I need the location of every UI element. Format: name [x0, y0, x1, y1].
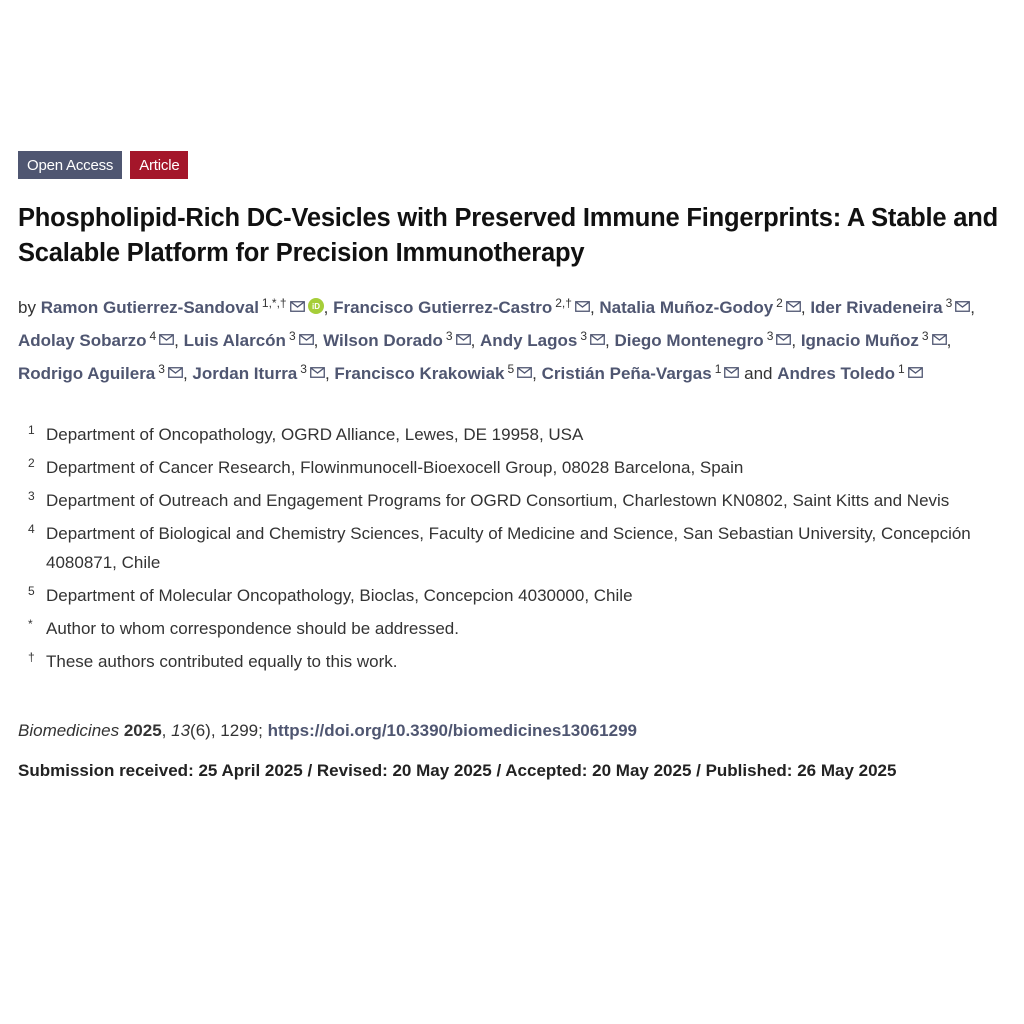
author-name[interactable]: Ignacio Muñoz — [800, 331, 919, 350]
author-separator: , — [174, 331, 184, 350]
author-affiliation-marker: 2 — [776, 296, 783, 310]
author-separator: , — [970, 298, 976, 317]
author-affiliation-marker: 4 — [149, 329, 157, 343]
author-affiliation-marker: 1 — [897, 362, 905, 376]
mail-icon[interactable] — [955, 301, 970, 312]
author-name[interactable]: Francisco Krakowiak — [334, 364, 505, 383]
author-entry — [333, 298, 599, 317]
publication-dates: Submission received: 25 April 2025 / Revised: 20 May 2025 / Accepted: 20 May 2025 / Published: 26 May 2025 — [18, 761, 897, 780]
affiliation-text: Department of Outreach and Engagement Programs for OGRD Consortium, Charlestown KN0802, Saint Kitts and Nevis — [46, 491, 950, 510]
orcid-icon[interactable] — [308, 298, 324, 314]
affiliation-text: Department of Molecular Oncopathology, Bioclas, Concepcion 4030000, Chile — [46, 586, 633, 605]
author-name[interactable]: Cristián Peña-Vargas — [541, 364, 712, 383]
affiliation-item — [28, 453, 1014, 482]
author-entry — [334, 364, 541, 383]
mail-icon[interactable] — [310, 367, 325, 378]
citation-year: 2025 — [123, 721, 162, 740]
doi-link[interactable]: https://doi.org/10.3390/biomedicines13061299 — [267, 721, 637, 740]
mail-icon[interactable] — [590, 334, 605, 345]
article-badges — [18, 151, 1014, 179]
mail-icon[interactable] — [932, 334, 947, 345]
author-name[interactable]: Adolay Sobarzo — [18, 331, 147, 350]
affiliation-text: Department of Biological and Chemistry Sciences, Faculty of Medicine and Science, San Sebastian University, Concepción 4080871, Chile — [46, 524, 971, 572]
affiliation-marker: * — [28, 617, 33, 631]
mail-icon[interactable] — [776, 334, 791, 345]
affiliation-list — [18, 420, 1014, 676]
author-name[interactable]: Diego Montenegro — [614, 331, 764, 350]
author-entry — [18, 364, 192, 383]
author-separator: , — [589, 298, 600, 317]
author-entry — [542, 364, 745, 383]
author-name[interactable]: Natalia Muñoz-Godoy — [599, 298, 774, 317]
author-name[interactable]: Jordan Iturra — [192, 364, 298, 383]
author-entry — [599, 298, 810, 317]
author-name[interactable]: Rodrigo Aguilera — [18, 364, 156, 383]
mail-icon[interactable] — [159, 334, 174, 345]
citation — [18, 718, 1014, 744]
author-separator: , — [791, 331, 801, 350]
citation-comma: , — [161, 721, 172, 740]
article-type-badge[interactable]: Article — [130, 151, 188, 179]
mail-icon[interactable] — [724, 367, 739, 378]
author-separator: , — [605, 331, 615, 350]
mail-icon[interactable] — [168, 367, 183, 378]
affiliation-item — [28, 486, 1014, 515]
affiliation-item — [28, 614, 1014, 643]
journal-name[interactable]: Biomedicines — [18, 721, 120, 740]
author-separator: , — [323, 298, 334, 317]
citation-semicolon: ; — [258, 721, 268, 740]
article-title: Phospholipid-Rich DC-Vesicles with Preserved Immune Fingerprints: A Stable and Scalable Platform for Precision Immunotherapy — [18, 204, 999, 267]
author-separator: , — [800, 298, 811, 317]
affiliation-item — [28, 581, 1014, 610]
author-affiliation-marker: 1 — [714, 362, 722, 376]
open-access-badge[interactable]: Open Access — [18, 151, 122, 179]
author-entry — [41, 298, 333, 317]
citation-comma-2: , — [210, 721, 221, 740]
mail-icon[interactable] — [908, 367, 923, 378]
mail-icon[interactable] — [517, 367, 532, 378]
author-separator: , — [946, 331, 952, 350]
citation-volume: 13 — [171, 721, 191, 740]
author-entry — [184, 331, 323, 350]
author-affiliation-marker: 5 — [507, 362, 515, 376]
author-entry — [744, 364, 923, 383]
author-entry — [323, 331, 480, 350]
affiliation-marker: 4 — [28, 522, 35, 536]
author-name[interactable]: Andy Lagos — [480, 331, 578, 350]
affiliation-text: Department of Cancer Research, Flowinmunocell-Bioexocell Group, 08028 Barcelona, Spain — [46, 458, 744, 477]
author-entry — [480, 331, 614, 350]
affiliation-text: Author to whom correspondence should be addressed. — [46, 619, 459, 638]
author-separator: , — [313, 331, 324, 350]
author-entry — [614, 331, 800, 350]
author-separator: , — [324, 364, 335, 383]
author-name[interactable]: Francisco Gutierrez-Castro — [333, 298, 553, 317]
author-entry — [801, 331, 951, 350]
and-label: and — [744, 364, 773, 383]
affiliation-marker: 2 — [28, 456, 35, 470]
author-name[interactable]: Andres Toledo — [777, 364, 895, 383]
author-affiliation-marker: 3 — [445, 329, 453, 343]
author-affiliation-marker: 3 — [288, 329, 296, 343]
author-name[interactable]: Luis Alarcón — [183, 331, 286, 350]
author-affiliation-marker: 2,† — [555, 296, 572, 310]
author-affiliation-marker: 3 — [300, 362, 307, 376]
affiliation-marker: 1 — [28, 423, 35, 437]
citation-pages: 1299 — [220, 721, 259, 740]
author-affiliation-marker: 3 — [158, 362, 165, 376]
affiliation-item — [28, 647, 1014, 676]
mail-icon[interactable] — [290, 301, 305, 312]
mail-icon[interactable] — [786, 301, 801, 312]
affiliation-marker: 3 — [28, 489, 35, 503]
author-affiliation-marker: 3 — [580, 329, 588, 343]
svg-text:iD: iD — [311, 302, 320, 312]
author-entry — [810, 298, 975, 317]
author-separator: , — [470, 331, 481, 350]
affiliation-marker: † — [28, 650, 35, 664]
affiliation-item — [28, 519, 1014, 577]
affiliation-text: Department of Oncopathology, OGRD Alliance, Lewes, DE 19958, USA — [46, 425, 584, 444]
author-separator: , — [532, 364, 542, 383]
citation-issue: (6) — [190, 721, 211, 740]
article-header — [18, 151, 1014, 781]
mail-icon[interactable] — [575, 301, 590, 312]
author-entry — [18, 331, 184, 350]
author-affiliation-marker: 3 — [945, 296, 953, 310]
author-separator: , — [182, 364, 193, 383]
author-affiliation-marker: 1,*,† — [261, 296, 287, 310]
author-name[interactable]: Ramon Gutierrez-Sandoval — [40, 298, 259, 317]
affiliation-marker: 5 — [28, 584, 35, 598]
author-name[interactable]: Wilson Dorado — [323, 331, 443, 350]
mail-icon[interactable] — [456, 334, 471, 345]
affiliation-text: These authors contributed equally to this work. — [46, 652, 398, 671]
author-name[interactable]: Ider Rivadeneira — [810, 298, 943, 317]
author-list — [18, 289, 1014, 388]
author-entry — [192, 364, 334, 383]
affiliation-item — [28, 420, 1014, 449]
author-affiliation-marker: 3 — [766, 329, 774, 343]
author-affiliation-marker: 3 — [921, 329, 929, 343]
mail-icon[interactable] — [299, 334, 314, 345]
by-label: by — [18, 298, 36, 317]
